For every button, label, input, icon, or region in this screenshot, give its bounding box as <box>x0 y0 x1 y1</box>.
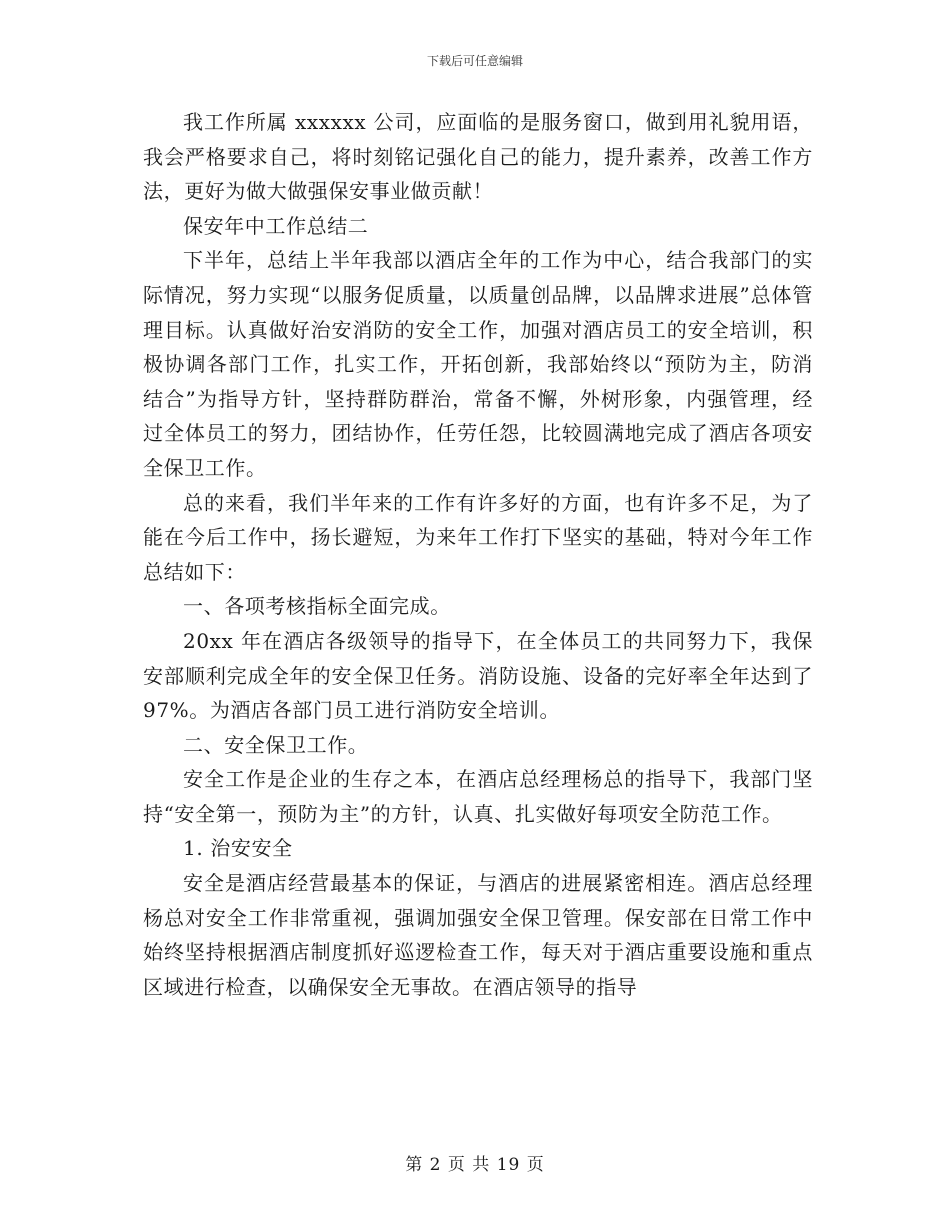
page-header-note: 下载后可任意编辑 <box>426 54 523 68</box>
paragraph-security-work: 安全工作是企业的生存之本，在酒店总经理杨总的指导下，我部门坚持“安全第一，预防为主”的方针，认真、扎实做好每项安全防范工作。 <box>143 767 813 826</box>
heading-public-security: 1. 治安安全 <box>183 836 293 861</box>
paragraph-second-half: 下半年，总结上半年我部以酒店全年的工作为中心，结合我部门的实际情况，努力实现“以服务促质量，以质量创品牌，以品牌求进展”总体管理目标。认真做好治安消防的安全工作，加强对酒店员工的安全培训，积极协调各部门工作，扎实工作，开拓创新，我部始终以“预防为主，防消结合”为指导方针，坚持群防群治，常备不懈，外树形象，内强管理，经过全体员工的努力，团结协作，任劳任怨，比较圆满地完成了酒店各项安全保卫工作。 <box>143 248 813 480</box>
paragraph-intro-closing: 我工作所属 xxxxxx 公司，应面临的是服务窗口，做到用礼貌用语，我会严格要求自己，将时刻铭记强化自己的能力，提升素养，改善工作方法，更好为做大做强保安事业做贡献！ <box>143 110 813 204</box>
paragraph-assessment: 20xx 年在酒店各级领导的指导下，在全体员工的共同努力下，我保安部顺利完成全年的安全保卫任务。消防设施、设备的完好率全年达到了 97%。为酒店各部门员工进行消防安全培训。 <box>143 628 813 723</box>
paragraph-public-security: 安全是酒店经营最基本的保证，与酒店的进展紧密相连。酒店总经理杨总对安全工作非常重视，强调加强安全保卫管理。保安部在日常工作中始终坚持根据酒店制度抓好巡逻检查工作，每天对于酒店重要设施和重点区域进行检查，以确保安全无事故。在酒店领导的指导 <box>143 871 813 999</box>
section-title-summary-two: 保安年中工作总结二 <box>183 213 369 238</box>
document-body <box>143 105 813 1004</box>
heading-assessment-indicators: 一、各项考核指标全面完成。 <box>183 594 451 619</box>
paragraph-overview: 总的来看，我们半年来的工作有许多好的方面，也有许多不足，为了能在今后工作中，扬长避短，为来年工作打下坚实的基础，特对今年工作总结如下： <box>143 490 813 584</box>
page-number: 第 2 页 共 19 页 <box>405 1155 545 1175</box>
heading-security-work: 二、安全保卫工作。 <box>183 732 369 757</box>
